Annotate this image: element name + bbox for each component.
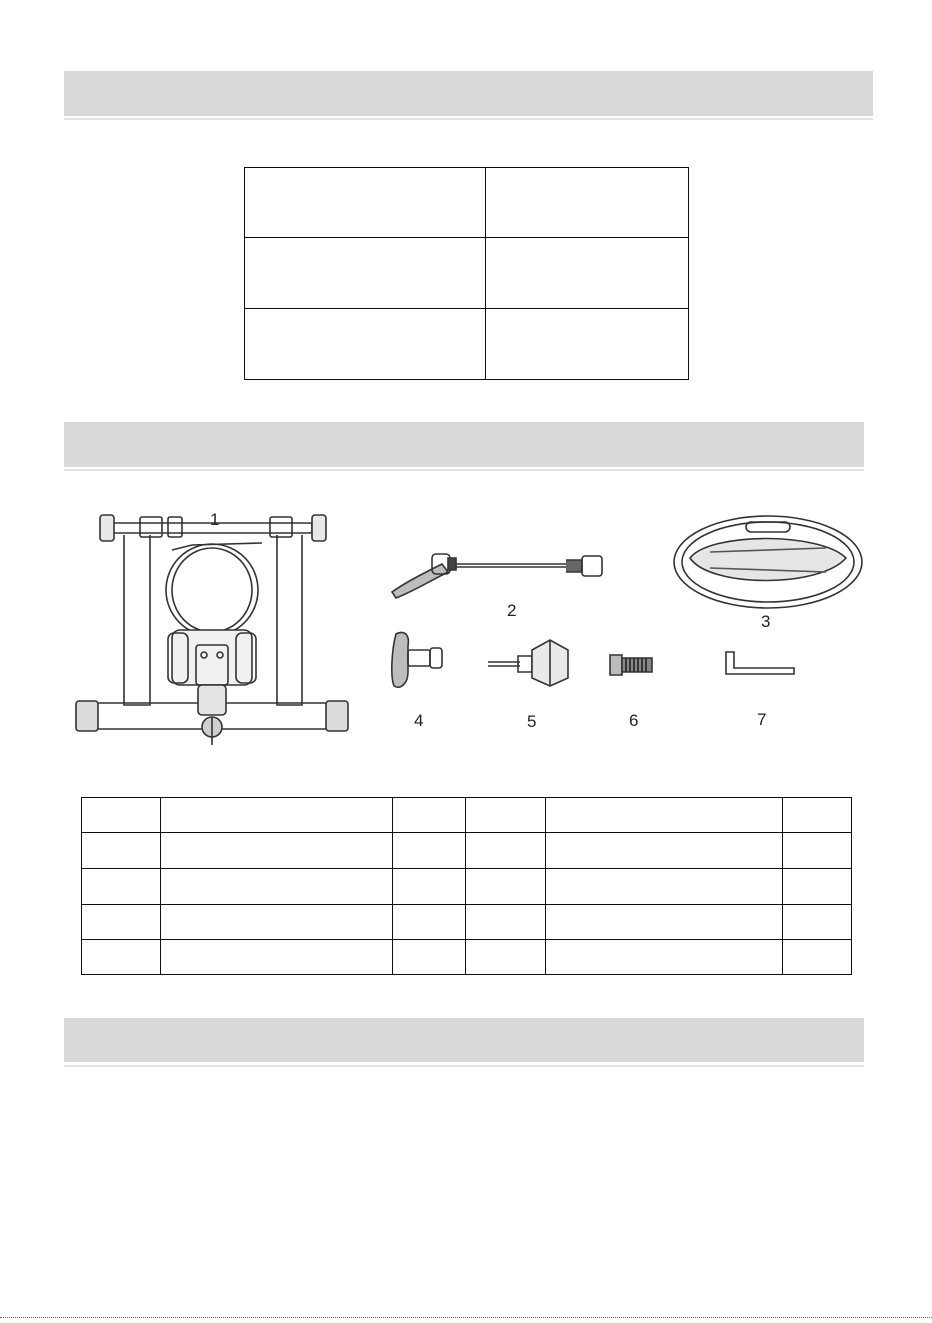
parts-cell — [161, 905, 393, 940]
hex-screw-icon — [608, 651, 656, 679]
parts-cell — [82, 940, 161, 975]
table-row — [245, 168, 689, 238]
parts-cell — [393, 940, 466, 975]
parts-cell — [393, 905, 466, 940]
part-label-5: 5 — [527, 712, 537, 731]
parts-cell — [161, 869, 393, 905]
part-label-1: 1 — [210, 510, 220, 529]
parts-cell — [466, 833, 546, 869]
parts-table — [81, 797, 852, 975]
wheel-riser-block-icon — [670, 512, 866, 612]
part-label-6: 6 — [629, 711, 639, 730]
parts-cell — [393, 869, 466, 905]
table-row — [82, 869, 852, 905]
parts-cell — [783, 905, 852, 940]
parts-cell — [783, 869, 852, 905]
table-row — [245, 309, 689, 380]
spec-cell — [245, 309, 486, 380]
parts-cell — [82, 833, 161, 869]
parts-cell — [546, 940, 783, 975]
section-rule-1 — [64, 118, 873, 120]
page-bottom-edge — [0, 1317, 932, 1318]
part-label-4: 4 — [414, 711, 424, 730]
spec-cell — [486, 168, 689, 238]
parts-cell — [546, 869, 783, 905]
part-label-2: 2 — [507, 601, 517, 620]
table-row — [82, 798, 852, 833]
parts-cell — [161, 833, 393, 869]
spec-cell — [486, 238, 689, 309]
table-row — [82, 940, 852, 975]
parts-cell — [783, 833, 852, 869]
bike-trainer-frame-icon — [72, 505, 352, 755]
table-row — [82, 833, 852, 869]
part-label-7: 7 — [757, 710, 767, 729]
section-header-2 — [64, 422, 864, 467]
parts-cell — [82, 869, 161, 905]
section-rule-2 — [64, 469, 864, 471]
table-row — [82, 905, 852, 940]
section-header-1 — [64, 71, 873, 116]
parts-cell — [466, 798, 546, 833]
parts-cell — [161, 940, 393, 975]
section-rule-3 — [64, 1065, 864, 1067]
parts-cell — [546, 905, 783, 940]
parts-cell — [783, 940, 852, 975]
section-header-3 — [64, 1018, 864, 1062]
parts-cell — [783, 798, 852, 833]
table-row — [245, 238, 689, 309]
threaded-knob-bolt-icon — [484, 632, 574, 688]
parts-cell — [393, 798, 466, 833]
allen-key-icon — [722, 650, 798, 680]
parts-cell — [82, 798, 161, 833]
spec-table — [244, 167, 689, 380]
parts-cell — [546, 798, 783, 833]
part-label-3: 3 — [761, 612, 771, 631]
parts-cell — [466, 940, 546, 975]
spec-cell — [245, 168, 486, 238]
parts-cell — [161, 798, 393, 833]
spec-cell — [486, 309, 689, 380]
parts-cell — [546, 833, 783, 869]
parts-cell — [466, 905, 546, 940]
parts-cell — [393, 833, 466, 869]
cam-lever-knob-icon — [386, 628, 446, 692]
quick-release-skewer-icon — [386, 542, 616, 602]
spec-cell — [245, 238, 486, 309]
parts-cell — [82, 905, 161, 940]
parts-cell — [466, 869, 546, 905]
